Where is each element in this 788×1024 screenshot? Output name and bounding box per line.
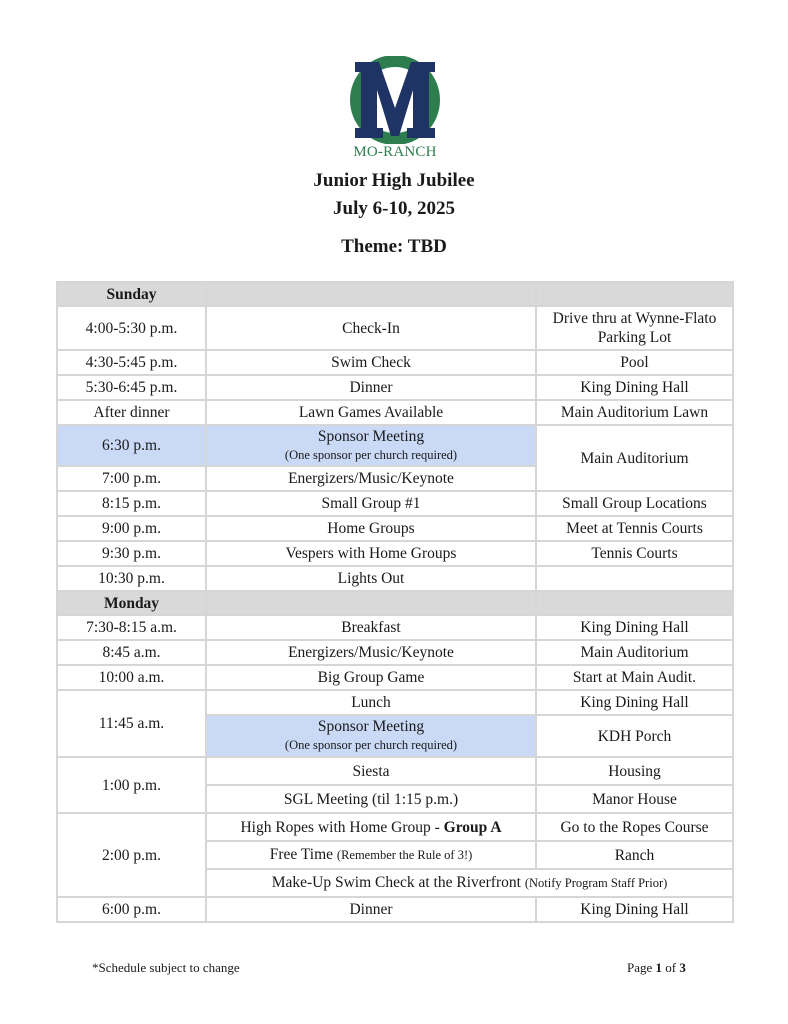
event-cell: SGL Meeting (til 1:15 p.m.): [206, 785, 536, 813]
day-label: Monday: [57, 591, 206, 615]
time-cell: 9:00 p.m.: [57, 516, 206, 541]
location-cell: Small Group Locations: [536, 491, 733, 516]
event-cell: Home Groups: [206, 516, 536, 541]
time-cell: 5:30-6:45 p.m.: [57, 375, 206, 400]
time-cell: 1:00 p.m.: [57, 757, 206, 813]
location-cell: KDH Porch: [536, 715, 733, 757]
location-cell: Drive thru at Wynne-Flato Parking Lot: [536, 306, 733, 350]
event-cell: Swim Check: [206, 350, 536, 375]
location-cell: Main Auditorium: [536, 425, 733, 491]
event-text: Sponsor Meeting: [317, 718, 425, 735]
event-cell: Small Group #1: [206, 491, 536, 516]
event-cell: Dinner: [206, 897, 536, 922]
table-row: [57, 375, 733, 400]
event-cell: Dinner: [206, 375, 536, 400]
table-row: [57, 516, 733, 541]
time-cell: 6:30 p.m.: [57, 425, 206, 466]
page-number: 1: [655, 960, 663, 975]
table-row: [57, 491, 733, 516]
schedule-disclaimer: *Schedule subject to change: [92, 960, 240, 975]
event-text: Make-Up Swim Check at the Riverfront: [271, 874, 525, 891]
table-row: [57, 350, 733, 375]
time-cell: 10:30 p.m.: [57, 566, 206, 591]
day-header-row: [57, 282, 733, 306]
location-cell: Tennis Courts: [536, 541, 733, 566]
location-cell: King Dining Hall: [536, 615, 733, 640]
day-header-row: [57, 591, 733, 615]
table-row: [57, 757, 733, 785]
page-total: 3: [679, 960, 686, 975]
event-note: (One sponsor per church required): [284, 738, 458, 752]
location-cell: Ranch: [536, 841, 733, 869]
event-cell: Energizers/Music/Keynote: [206, 640, 536, 665]
table-row: [57, 566, 733, 591]
page-separator: of: [662, 960, 680, 975]
time-cell: After dinner: [57, 400, 206, 425]
time-cell: 4:30-5:45 p.m.: [57, 350, 206, 375]
location-cell: King Dining Hall: [536, 897, 733, 922]
event-title: Junior High Jubilee: [313, 170, 475, 191]
event-cell: [206, 841, 536, 869]
event-cell: [206, 813, 536, 841]
page-prefix: Page: [627, 960, 656, 975]
mo-ranch-logo: [345, 56, 445, 166]
time-cell: 11:45 a.m.: [57, 690, 206, 757]
event-dates: July 6-10, 2025: [333, 198, 455, 219]
event-note: (One sponsor per church required): [284, 447, 458, 462]
time-cell: 10:00 a.m.: [57, 665, 206, 690]
location-cell: Manor House: [536, 785, 733, 813]
event-cell: [206, 715, 536, 757]
location-cell: Pool: [536, 350, 733, 375]
event-cell: Vespers with Home Groups: [206, 541, 536, 566]
event-text: High Ropes with Home Group -: [240, 818, 444, 836]
time-cell: 9:30 p.m.: [57, 541, 206, 566]
logo-mark-icon: [345, 56, 445, 144]
group-label: Group A: [443, 818, 502, 836]
event-cell: Lunch: [206, 690, 536, 715]
location-cell: [536, 566, 733, 591]
time-cell: 4:00-5:30 p.m.: [57, 306, 206, 350]
page-indicator: [627, 960, 686, 976]
location-cell: Start at Main Audit.: [536, 665, 733, 690]
event-theme: Theme: TBD: [341, 236, 447, 257]
table-row: [57, 665, 733, 690]
table-row: [57, 541, 733, 566]
location-cell: King Dining Hall: [536, 375, 733, 400]
time-cell: 7:00 p.m.: [57, 466, 206, 491]
time-cell: 6:00 p.m.: [57, 897, 206, 922]
location-cell: Go to the Ropes Course: [536, 813, 733, 841]
table-row: [57, 615, 733, 640]
event-text: Free Time: [269, 846, 337, 863]
event-cell: Check-In: [206, 306, 536, 350]
event-cell: [206, 425, 536, 466]
event-cell: Lawn Games Available: [206, 400, 536, 425]
event-cell: Siesta: [206, 757, 536, 785]
schedule-table: [56, 281, 734, 923]
event-cell: Breakfast: [206, 615, 536, 640]
event-note: (Remember the Rule of 3!): [336, 848, 473, 862]
time-cell: 8:45 a.m.: [57, 640, 206, 665]
time-cell: 8:15 p.m.: [57, 491, 206, 516]
event-cell: [206, 869, 733, 897]
time-cell: 2:00 p.m.: [57, 813, 206, 897]
event-cell: Lights Out: [206, 566, 536, 591]
table-row: [57, 400, 733, 425]
location-cell: Main Auditorium Lawn: [536, 400, 733, 425]
table-row: [57, 897, 733, 922]
event-cell: Big Group Game: [206, 665, 536, 690]
day-label: Sunday: [57, 282, 206, 306]
event-note: (Notify Program Staff Prior): [524, 876, 668, 890]
table-row: [57, 306, 733, 350]
location-cell: Meet at Tennis Courts: [536, 516, 733, 541]
event-cell: Energizers/Music/Keynote: [206, 466, 536, 491]
table-row: [57, 640, 733, 665]
table-row: [57, 813, 733, 841]
table-row: [57, 690, 733, 715]
location-cell: Housing: [536, 757, 733, 785]
location-cell: Main Auditorium: [536, 640, 733, 665]
table-row: [57, 425, 733, 466]
location-cell: King Dining Hall: [536, 690, 733, 715]
event-text: Sponsor Meeting: [317, 427, 425, 445]
logo-wordmark: MO-RANCH: [353, 144, 437, 160]
time-cell: 7:30-8:15 a.m.: [57, 615, 206, 640]
